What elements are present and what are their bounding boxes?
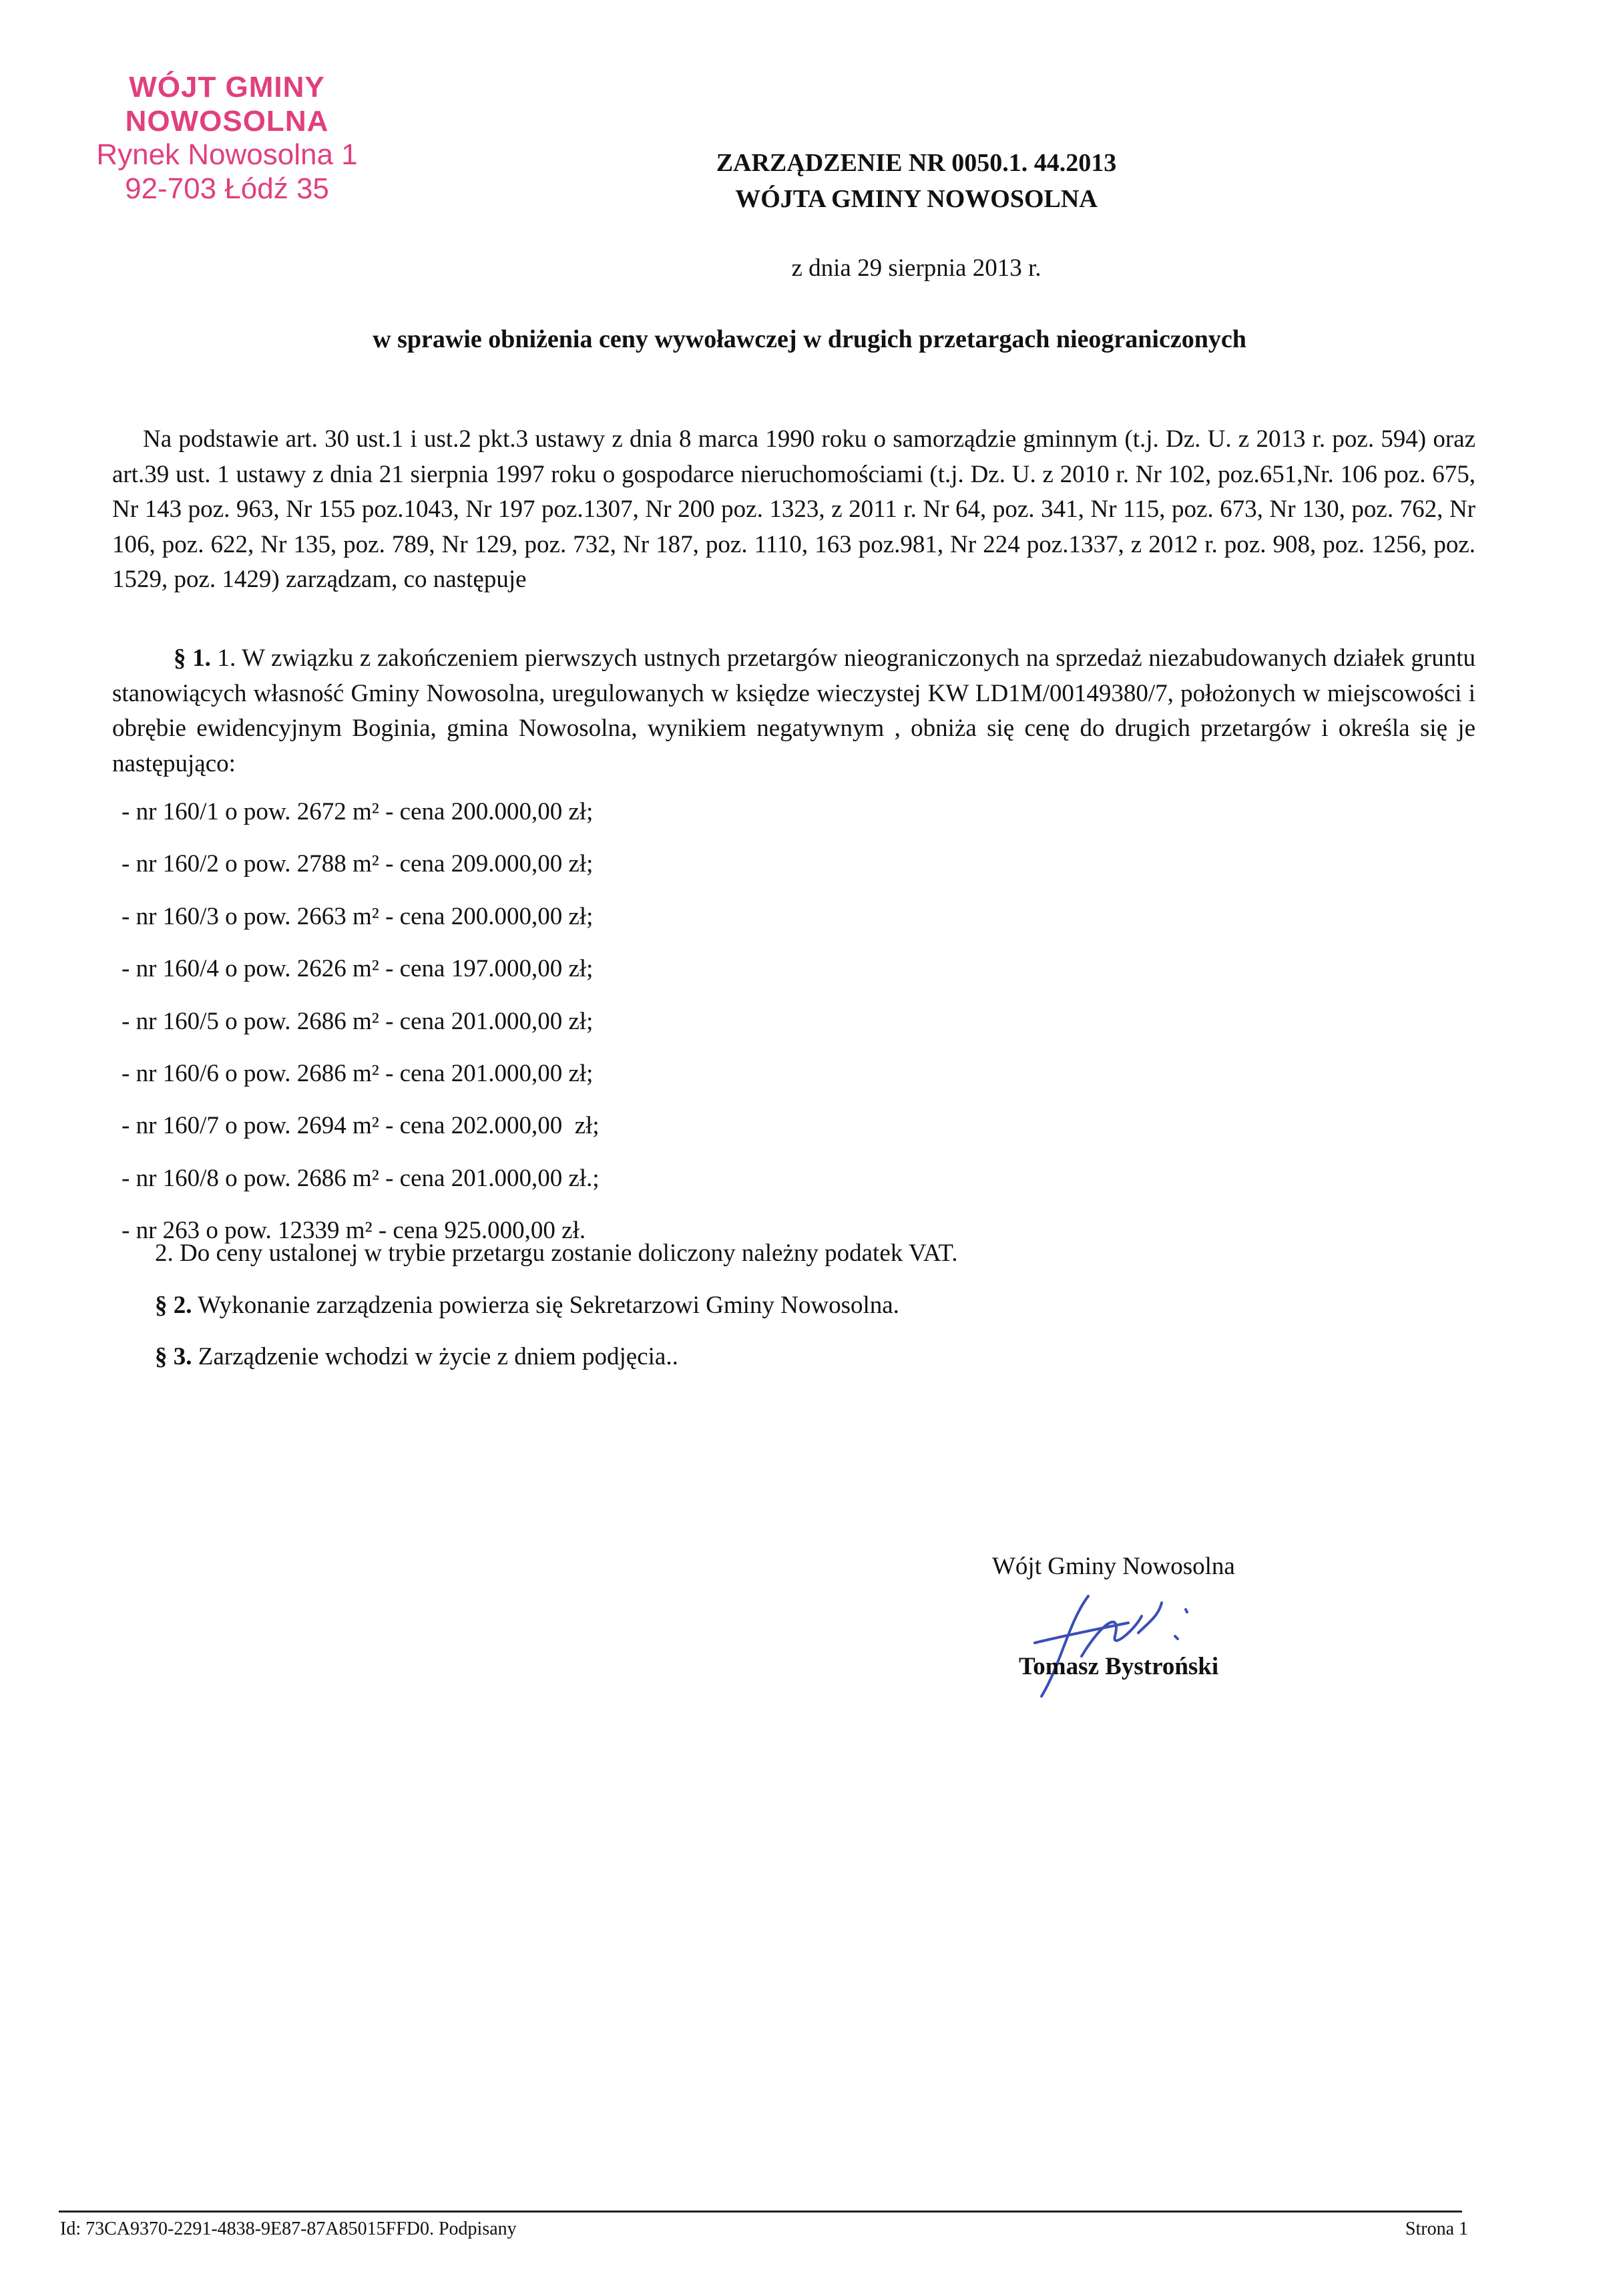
- document-title: ZARZĄDZENIE NR 0050.1. 44.2013: [716, 149, 1117, 177]
- point-2-vat: 2. Do ceny ustalonej w trybie przetargu zostanie doliczony należny podatek VAT.: [155, 1239, 958, 1267]
- section-3-mark: § 3.: [155, 1343, 192, 1370]
- plots-list: [122, 795, 600, 1266]
- plot-item: - nr 160/2 o pow. 2788 m² - cena 209.000,00 zł;: [122, 850, 594, 878]
- section-1-text: 1. W związku z zakończeniem pierwszych ustnych przetargów nieograniczonych na sprzedaż niezabudowanych działek gruntu stanowiących własność Gminy Nowosolna, uregulowanych w księdze wieczystej KW LD1M/00149380/7, położonych w miejscowości i obrębie ewidencyjnym Boginia, gmina Nowosolna, wynikiem negatywnym , obniża się cenę do drugich przetargów i określa się je następująco:: [112, 644, 1476, 777]
- section-2-mark: § 2.: [155, 1292, 192, 1319]
- section-1-mark: § 1.: [174, 644, 211, 672]
- stamp-line-3: 92-703 Łódź 35: [125, 172, 329, 205]
- document-subject: w sprawie obniżenia ceny wywoławczej w drugich przetargach nieograniczonych: [373, 325, 1246, 353]
- footer-divider: [59, 2211, 1462, 2213]
- plot-item: - nr 160/7 o pow. 2694 m² - cena 202.000,00 zł;: [122, 1112, 600, 1140]
- stamp-line-2: Rynek Nowosolna 1: [96, 138, 358, 172]
- stamp-line-1: WÓJT GMINY NOWOSOLNA: [125, 71, 329, 138]
- legal-basis-paragraph: Na podstawie art. 30 ust.1 i ust.2 pkt.3 ustawy z dnia 8 marca 1990 roku o samorządzie gminnym (t.j. Dz. U. z 2013 r. poz. 594) oraz art.39 ust. 1 ustawy z dnia 21 sierpnia 1997 roku o gospodarce nieruchomościami (t.j. Dz. U. z 2010 r. Nr 102, poz.651,Nr. 106 poz. 675, Nr 143 poz. 963, Nr 155 poz.1043, Nr 197 poz.1307, Nr 200 poz. 1323, z 2011 r. Nr 64, poz. 341, Nr 115, poz. 673, Nr 130, poz. 762, Nr 106, poz. 622, Nr 135, poz. 789, Nr 129, poz. 732, Nr 187, poz. 1110, 163 poz.981, Nr 224 poz.1337, z 2012 r. poz. 908, poz. 1256, poz. 1529, poz. 1429) zarządzam, co następuje: [112, 425, 1475, 593]
- plot-item: - nr 160/3 o pow. 2663 m² - cena 200.000,00 zł;: [122, 902, 594, 930]
- plot-item: - nr 160/6 o pow. 2686 m² - cena 201.000,00 zł;: [122, 1059, 594, 1087]
- document-id: Id: 73CA9370-2291-4838-9E87-87A85015FFD0. Podpisany: [60, 2219, 517, 2239]
- document-date: z dnia 29 sierpnia 2013 r.: [791, 254, 1042, 282]
- signatory-name: Tomasz Bystroński: [1019, 1653, 1219, 1680]
- section-3-text: Zarządzenie wchodzi w życie z dniem podjęcia..: [192, 1343, 678, 1370]
- plot-item: - nr 160/4 o pow. 2626 m² - cena 197.000,00 zł;: [122, 955, 594, 983]
- document-issuer: WÓJTA GMINY NOWOSOLNA: [735, 185, 1098, 213]
- section-2-paragraph: [155, 1291, 899, 1320]
- section-3-paragraph: [155, 1342, 678, 1371]
- signatory-title: Wójt Gminy Nowosolna: [992, 1553, 1235, 1580]
- plot-item: - nr 160/1 o pow. 2672 m² - cena 200.000,00 zł;: [122, 798, 594, 825]
- page-number: Strona 1: [1405, 2219, 1468, 2239]
- section-2-text: Wykonanie zarządzenia powierza się Sekretarzowi Gminy Nowosolna.: [192, 1292, 899, 1319]
- plot-item: - nr 160/5 o pow. 2686 m² - cena 201.000,00 zł;: [122, 1007, 594, 1035]
- section-1-paragraph: [112, 641, 1475, 781]
- handwritten-signature: [1021, 1583, 1222, 1703]
- plot-item: - nr 263 o pow. 12339 m² - cena 925.000,00 zł.: [122, 1217, 586, 1245]
- plot-item: - nr 160/8 o pow. 2686 m² - cena 201.000,00 zł.;: [122, 1164, 600, 1192]
